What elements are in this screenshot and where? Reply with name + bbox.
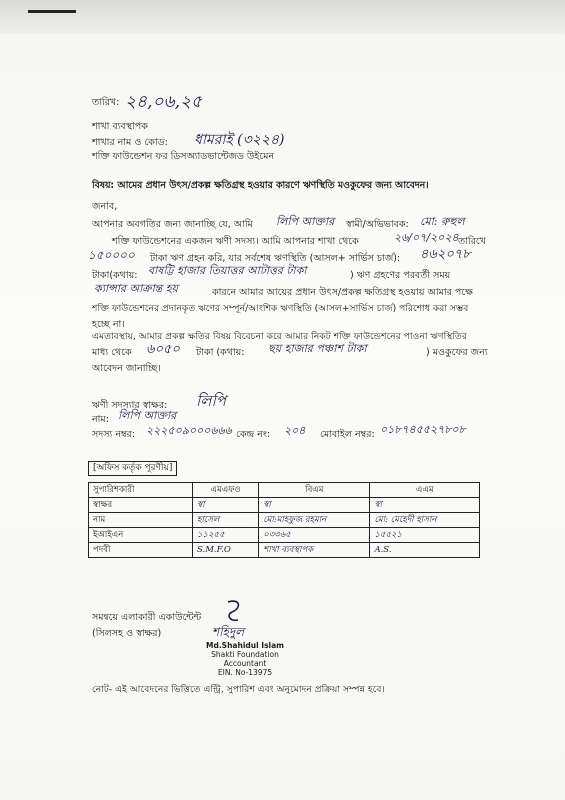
table-cell: ১৫৫২১: [370, 528, 480, 543]
mobile-label: মোবাইল নম্বর:: [320, 429, 375, 440]
salutation: জনাব,: [92, 201, 118, 212]
member-name-hw: লিপি আক্তার: [118, 409, 177, 422]
table-cell: হাসেল: [193, 513, 259, 528]
office-use-title: [অফিস কর্তৃক পূরণীয়]: [88, 461, 177, 476]
para1-line4-a: টাকা(কথায়:: [92, 270, 138, 281]
reason-hw: ক্যান্সার আক্রান্ত হয়: [94, 282, 179, 295]
applicant-name-hw: লিপি আক্তার: [276, 215, 335, 228]
table-row: [89, 513, 480, 528]
para1-line3-a: টাকা ঋণ গ্রহন করি, যার সর্বশেষ ঋণস্থিতি (আসল+ সার্ভিস চার্জ):: [150, 253, 401, 264]
accountant-sub: (সিলসহ ও স্বাক্ষর): [92, 628, 162, 639]
table-cell: ০৩৩৬৫: [259, 528, 370, 543]
scan-shadow-top: [0, 0, 565, 34]
member-no-label: সদস্য নম্বর:: [92, 429, 136, 440]
stamp-title: Accountant: [223, 659, 267, 668]
loan-amount-hw: ১৫০০০০: [88, 248, 135, 262]
accountant-signature-mark: [222, 598, 248, 626]
table-header-row: [89, 483, 480, 498]
para1-line6: শক্তি ফাউন্ডেশনের প্রদানকৃত ঋণের সম্পূর্ন/আংশিক ঋণস্থিতি (আসল+সার্ভিস চার্জ) পরিশোধ করা সম্ভব: [92, 303, 469, 314]
para1-line2-b: তারিখে: [458, 236, 486, 247]
member-no-hw: ২২২৫০৯০০০৬৬৬: [146, 424, 232, 437]
header-mfo: এমএফও: [193, 483, 259, 498]
date-label: তারিখ:: [92, 97, 120, 108]
top-mark-line: [28, 10, 76, 13]
para2-line1: এমতাবস্থায়, আমার প্রকল্প ক্ষতির বিষয় বিবেচনা করে আমার নিকট শক্তি ফাউন্ডেশনের পাওনা ঋণস্থিতির: [92, 331, 467, 342]
bm-signature: স্বা: [259, 498, 370, 513]
balance-hw: ৪৬২০৭৮: [420, 247, 471, 262]
table-row: [89, 528, 480, 543]
branch-label: শাখার নাম ও কোড:: [92, 137, 168, 148]
para2-line3: আবেদন জানাচ্ছি।: [92, 363, 161, 374]
centre-hw: ২০৪: [284, 424, 306, 437]
member-signature: লিপি: [196, 392, 226, 410]
row-label: নাম: [89, 513, 193, 528]
subject: বিষয়: আমের প্রধান উৎস/প্রকল্প ক্ষতিগ্রস্থ হওয়ার কারণে ঋণস্থিতি মওকুফের জন্য আবেদন।: [92, 180, 429, 191]
header-recommender: সুপারিশকারী: [89, 483, 193, 498]
stamp-name: Md.Shahidul Islam: [206, 641, 284, 650]
table-cell: মো:মাহফুজ রহমান: [259, 513, 370, 528]
accountant-stamp: [200, 641, 290, 677]
loan-date-hw: ২৬/০৭/২০২৪: [394, 231, 459, 244]
centre-label: কেন্দ্র নং:: [236, 429, 271, 440]
balance-words-hw: বাষট্টি হাজার তিয়াত্তর আটাত্তর টাকা: [148, 264, 307, 277]
manager-label: শাখা ব্যবস্থাপক: [92, 121, 148, 132]
row-label: পদবী: [89, 543, 193, 558]
stamp-org: Shakti Foundation: [211, 650, 279, 659]
para1-line2-a: শক্তি ফাউন্ডেশনের একজন ঋণী সদস্য। আমি আপনার শাখা থেকে: [112, 236, 359, 247]
office-approval-table: [88, 482, 480, 558]
guardian-label: স্বামী/অভিভাবক:: [346, 219, 409, 230]
para1-line5-a: কারনে আমার আয়ের প্রধান উৎস/প্রকল্প ক্ষতিগ্রস্থ হওয়ায় আমার পক্ষে: [212, 287, 473, 298]
para1-line7: হচ্ছে না।: [92, 319, 125, 330]
para1-line1-a: আপনার অবগতির জন্য জানাচ্ছি যে, আমি: [92, 219, 253, 230]
waive-amount-hw: ৬০৫০: [146, 342, 180, 357]
table-cell: ১১২৫৫: [193, 528, 259, 543]
header-bm: বিএম: [259, 483, 370, 498]
table-cell: S.M.F.O: [193, 543, 259, 558]
para2-line2-b: টাকা (কথায়:: [196, 347, 245, 358]
accountant-title: সমন্বয়ে এলাকারী একাউন্টেন্ট: [92, 612, 202, 623]
header-am: এএম: [370, 483, 480, 498]
guardian-hw: মো: রুহুল: [420, 215, 465, 228]
member-name-label: নাম:: [92, 414, 109, 425]
table-row: [89, 543, 480, 558]
stamp-ein: EIN. No-13975: [217, 668, 273, 677]
row-label: ইআইএন: [89, 528, 193, 543]
am-signature: স্বা: [370, 498, 480, 513]
org-line: শক্তি ফাউন্ডেশন ফর ডিসঅ্যাডভান্টেজড উইমেন: [92, 151, 275, 162]
mfo-signature: স্বা: [193, 498, 259, 513]
waive-words-hw: ছয় হাজার পঞ্চাশ টাকা: [268, 342, 367, 355]
footer-note: নোট- এই আবেদনের ভিত্তিতে এন্ট্রি, সুপারিশ এবং অনুমোদন প্রক্রিয়া সম্পন্ন হবে।: [92, 684, 385, 695]
row-label: স্বাক্ষর: [89, 498, 193, 513]
table-cell: A.S.: [370, 543, 480, 558]
date-value: ২৪,০৬,২৫: [125, 92, 203, 112]
accountant-signature: শহিদুল: [212, 625, 245, 639]
para2-line2-a: মাধ্য থেকে: [92, 347, 132, 358]
para2-line2-c: ) মওকুফের জন্য: [426, 347, 488, 358]
table-cell: মো: মেহেদী হাসান: [370, 513, 480, 528]
member-signature-label: ঋণী সদস্যার স্বাক্ষর:: [92, 400, 168, 411]
para1-line4-b: ) ঋণ গ্রহণের পরবর্তী সময়: [350, 270, 451, 281]
table-row: [89, 498, 480, 513]
mobile-hw: ০১৮৭৪৫৫২৭৮০৮: [380, 423, 466, 436]
table-cell: শাখা ব্যবস্থাপক: [259, 543, 370, 558]
branch-value: ধামরাই (৩২২৪): [194, 132, 285, 148]
